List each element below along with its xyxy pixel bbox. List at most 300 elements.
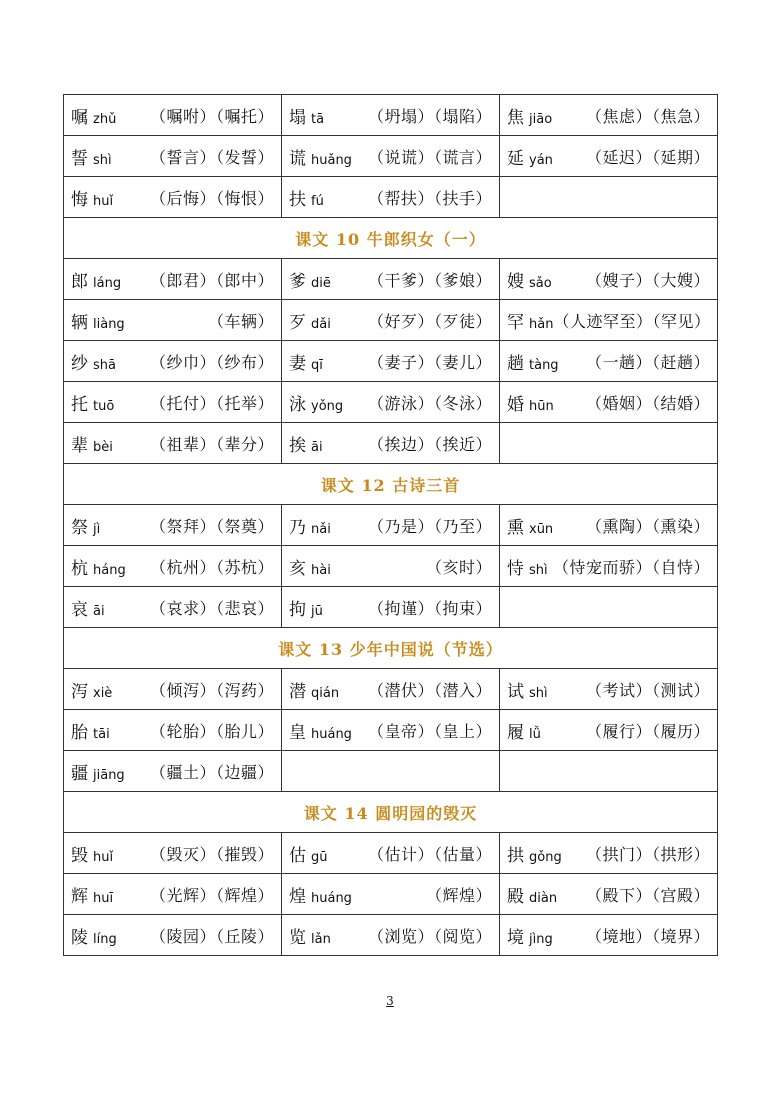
character: 祭 <box>71 517 88 538</box>
vocab-cell <box>282 874 500 915</box>
char-with-pinyin <box>507 882 557 907</box>
character: 皇 <box>289 722 306 743</box>
pinyin: dǎi <box>311 316 331 332</box>
char-with-pinyin <box>289 595 323 620</box>
char-with-pinyin <box>71 103 116 128</box>
character: 焦 <box>507 107 524 128</box>
character: 熏 <box>507 517 524 538</box>
vocab-entry <box>289 308 492 333</box>
pinyin: nǎi <box>311 521 331 537</box>
character: 悔 <box>71 189 88 210</box>
example-words: （估计）（估量） <box>367 844 492 864</box>
vocab-entry <box>71 554 274 579</box>
vocab-entry <box>71 841 274 866</box>
char-with-pinyin <box>289 144 352 169</box>
example-words: （疆土）（边疆） <box>149 762 274 782</box>
character: 拱 <box>507 845 524 866</box>
character: 恃 <box>507 558 524 579</box>
char-with-pinyin <box>507 308 553 333</box>
vocab-entry <box>289 554 492 579</box>
example-words: （坍塌）（塌陷） <box>367 106 492 126</box>
character: 境 <box>507 927 524 948</box>
vocab-entry <box>507 718 710 743</box>
vocab-cell <box>282 710 500 751</box>
vocab-entry <box>71 759 274 784</box>
char-with-pinyin <box>289 103 324 128</box>
character: 辉 <box>71 886 88 907</box>
example-words: （熏陶）（熏染） <box>585 516 710 536</box>
example-words: （殿下）（宫殿） <box>585 885 710 905</box>
vocab-row <box>64 833 718 874</box>
pinyin: shì <box>529 685 548 701</box>
vocab-row <box>64 300 718 341</box>
vocab-entry <box>71 718 274 743</box>
pinyin: xūn <box>529 521 554 537</box>
vocab-entry <box>71 677 274 702</box>
vocab-cell <box>282 300 500 341</box>
vocab-entry <box>507 390 710 415</box>
example-words: （陵园）（丘陵） <box>149 926 274 946</box>
vocab-row <box>64 177 718 218</box>
vocab-row <box>64 423 718 464</box>
vocab-cell <box>64 177 282 218</box>
char-with-pinyin <box>289 554 331 579</box>
vocab-entry <box>507 677 710 702</box>
pinyin: āi <box>311 439 323 455</box>
pinyin: yán <box>529 152 553 168</box>
pinyin: liàng <box>93 316 125 332</box>
character: 扶 <box>289 189 306 210</box>
vocab-entry <box>507 103 710 128</box>
example-words: （拘谨）（拘束） <box>367 598 492 618</box>
pinyin: diàn <box>529 890 558 906</box>
vocab-cell <box>282 587 500 628</box>
example-words: （光辉）（辉煌） <box>149 885 274 905</box>
pinyin: diē <box>311 275 331 291</box>
char-with-pinyin <box>71 595 105 620</box>
char-with-pinyin <box>71 513 100 538</box>
character: 估 <box>289 845 306 866</box>
example-words: （妻子）（妻儿） <box>367 352 492 372</box>
vocab-cell <box>64 136 282 177</box>
vocab-entry <box>507 554 710 579</box>
vocab-entry <box>71 431 274 456</box>
vocab-cell <box>500 874 718 915</box>
char-with-pinyin <box>71 349 116 374</box>
char-with-pinyin <box>71 882 113 907</box>
char-with-pinyin <box>71 267 121 292</box>
vocab-cell <box>282 259 500 300</box>
vocab-cell <box>282 505 500 546</box>
character: 誓 <box>71 148 88 169</box>
pinyin: háng <box>93 562 126 578</box>
character: 胎 <box>71 722 88 743</box>
vocab-cell <box>282 546 500 587</box>
example-words: （车辆） <box>207 311 274 331</box>
vocab-cell <box>500 587 718 628</box>
example-words: （干爹）（爹娘） <box>367 270 492 290</box>
vocab-cell <box>282 136 500 177</box>
char-with-pinyin <box>71 923 117 948</box>
character: 泳 <box>289 394 306 415</box>
vocab-entry <box>71 349 274 374</box>
pinyin: qī <box>311 357 323 373</box>
lesson-title: 课文 13 少年中国说（节选） <box>64 628 718 669</box>
character: 趟 <box>507 353 524 374</box>
vocab-row <box>64 587 718 628</box>
vocab-row <box>64 874 718 915</box>
vocab-row <box>64 382 718 423</box>
vocab-cell <box>64 382 282 423</box>
char-with-pinyin <box>507 144 553 169</box>
char-with-pinyin <box>507 390 554 415</box>
vocab-cell <box>500 669 718 710</box>
char-with-pinyin <box>71 759 125 784</box>
vocab-cell <box>64 669 282 710</box>
lesson-title: 课文 14 圆明园的毁灭 <box>64 792 718 833</box>
vocab-cell <box>64 874 282 915</box>
vocab-entry <box>289 103 492 128</box>
vocab-entry <box>507 349 710 374</box>
vocab-row <box>64 341 718 382</box>
example-words: （延迟）（延期） <box>585 147 710 167</box>
pinyin: hǎn <box>529 316 554 332</box>
pinyin: tāi <box>93 726 110 742</box>
character: 潜 <box>289 681 306 702</box>
pinyin: hūn <box>529 398 554 414</box>
char-with-pinyin <box>507 513 553 538</box>
vocab-entry <box>289 185 492 210</box>
character: 泻 <box>71 681 88 702</box>
character: 殿 <box>507 886 524 907</box>
vocab-cell <box>500 300 718 341</box>
vocab-cell <box>500 915 718 956</box>
char-with-pinyin <box>289 513 331 538</box>
character: 疆 <box>71 763 88 784</box>
example-words: （说谎）（谎言） <box>367 147 492 167</box>
char-with-pinyin <box>289 718 352 743</box>
example-words: （托付）（托举） <box>149 393 274 413</box>
vocab-cell <box>500 382 718 423</box>
vocab-row <box>64 751 718 792</box>
char-with-pinyin <box>289 841 328 866</box>
pinyin: lǚ <box>529 726 541 742</box>
char-with-pinyin <box>507 554 548 579</box>
vocab-cell <box>500 751 718 792</box>
pinyin: xiè <box>93 685 113 701</box>
example-words: （游泳）（冬泳） <box>367 393 492 413</box>
pinyin: shā <box>93 357 116 373</box>
char-with-pinyin <box>71 185 113 210</box>
example-words: （祖辈）（辈分） <box>149 434 274 454</box>
vocab-entry <box>71 185 274 210</box>
char-with-pinyin <box>71 677 112 702</box>
character: 陵 <box>71 927 88 948</box>
vocab-entry <box>71 923 274 948</box>
lesson-header-row <box>64 218 718 259</box>
vocab-entry <box>289 882 492 907</box>
vocabulary-table-body <box>64 95 718 956</box>
character: 履 <box>507 722 524 743</box>
vocab-cell <box>64 710 282 751</box>
pinyin: yǒng <box>311 398 344 414</box>
pinyin: jìng <box>529 931 553 947</box>
vocab-cell <box>64 95 282 136</box>
lesson-title: 课文 12 古诗三首 <box>64 464 718 505</box>
example-words: （辉煌） <box>425 885 492 905</box>
char-with-pinyin <box>289 390 343 415</box>
pinyin: huǐ <box>93 193 114 209</box>
char-with-pinyin <box>71 554 126 579</box>
vocab-entry <box>507 841 710 866</box>
pinyin: hài <box>311 562 331 578</box>
character: 览 <box>289 927 306 948</box>
vocab-entry <box>507 308 710 333</box>
example-words: （人迹罕至）（罕见） <box>553 311 711 331</box>
char-with-pinyin <box>289 267 331 292</box>
pinyin: āi <box>93 603 105 619</box>
vocab-cell <box>500 833 718 874</box>
example-words: （毁灭）（摧毁） <box>149 844 274 864</box>
vocab-cell <box>64 300 282 341</box>
example-words: （一趟）（赶趟） <box>585 352 710 372</box>
example-words: （皇帝）（皇上） <box>367 721 492 741</box>
pinyin: gū <box>311 849 328 865</box>
char-with-pinyin <box>71 390 114 415</box>
character: 婚 <box>507 394 524 415</box>
character: 纱 <box>71 353 88 374</box>
vocab-row <box>64 505 718 546</box>
example-words: （恃宠而骄）（自恃） <box>552 557 710 577</box>
pinyin: sǎo <box>529 275 552 291</box>
character: 拘 <box>289 599 306 620</box>
character: 塌 <box>289 107 306 128</box>
vocab-entry <box>71 595 274 620</box>
vocab-entry <box>289 841 492 866</box>
char-with-pinyin <box>507 349 559 374</box>
example-words: （祭拜）（祭奠） <box>149 516 274 536</box>
character: 乃 <box>289 517 306 538</box>
vocab-entry <box>289 390 492 415</box>
lesson-header-row <box>64 464 718 505</box>
vocab-entry <box>289 677 492 702</box>
char-with-pinyin <box>289 349 323 374</box>
vocab-entry <box>289 349 492 374</box>
example-words: （好歹）（歹徒） <box>367 311 492 331</box>
character: 辆 <box>71 312 88 333</box>
vocab-cell <box>500 136 718 177</box>
vocab-cell <box>64 259 282 300</box>
character: 挨 <box>289 435 306 456</box>
vocab-entry <box>71 144 274 169</box>
char-with-pinyin <box>289 185 324 210</box>
vocab-cell <box>282 423 500 464</box>
vocab-row <box>64 259 718 300</box>
character: 谎 <box>289 148 306 169</box>
example-words: （后悔）（悔恨） <box>149 188 274 208</box>
vocab-cell <box>500 177 718 218</box>
example-words: （嫂子）（大嫂） <box>585 270 710 290</box>
example-words: （潜伏）（潜入） <box>367 680 492 700</box>
vocab-cell <box>64 751 282 792</box>
example-words: （帮扶）（扶手） <box>367 188 492 208</box>
lesson-header-row <box>64 792 718 833</box>
character: 托 <box>71 394 88 415</box>
pinyin: jū <box>311 603 323 619</box>
char-with-pinyin <box>507 677 548 702</box>
character: 延 <box>507 148 524 169</box>
vocab-cell <box>64 546 282 587</box>
char-with-pinyin <box>71 431 113 456</box>
pinyin: zhǔ <box>93 111 117 127</box>
vocab-entry <box>71 308 274 333</box>
vocab-entry <box>289 513 492 538</box>
vocab-cell <box>500 341 718 382</box>
character: 煌 <box>289 886 306 907</box>
character: 嘱 <box>71 107 88 128</box>
char-with-pinyin <box>507 923 553 948</box>
example-words: （履行）（履历） <box>585 721 710 741</box>
pinyin: qián <box>311 685 340 701</box>
example-words: （考试）（测试） <box>585 680 710 700</box>
char-with-pinyin <box>507 841 562 866</box>
character: 哀 <box>71 599 88 620</box>
character: 嫂 <box>507 271 524 292</box>
vocab-cell <box>64 833 282 874</box>
vocab-entry <box>289 718 492 743</box>
vocab-cell <box>64 423 282 464</box>
vocab-row <box>64 546 718 587</box>
pinyin: shì <box>529 562 548 578</box>
vocab-entry <box>289 144 492 169</box>
pinyin: fú <box>311 193 324 209</box>
pinyin: tàng <box>529 357 559 373</box>
vocab-entry <box>71 267 274 292</box>
vocab-cell <box>282 915 500 956</box>
vocab-cell <box>500 505 718 546</box>
vocab-entry <box>507 267 710 292</box>
pinyin: tuō <box>93 398 115 414</box>
pinyin: jiāng <box>93 767 125 783</box>
example-words: （境地）（境界） <box>585 926 710 946</box>
pinyin: huáng <box>311 890 352 906</box>
example-words: （倾泻）（泻药） <box>149 680 274 700</box>
char-with-pinyin <box>71 841 113 866</box>
vocab-cell <box>282 751 500 792</box>
char-with-pinyin <box>289 677 339 702</box>
page-number: 3 <box>386 994 394 1008</box>
pinyin: shì <box>93 152 112 168</box>
char-with-pinyin <box>289 431 323 456</box>
example-words: （杭州）（苏杭） <box>149 557 274 577</box>
lesson-header-row <box>64 628 718 669</box>
vocab-cell <box>64 587 282 628</box>
vocab-entry <box>507 923 710 948</box>
pinyin: huī <box>93 890 114 906</box>
char-with-pinyin <box>507 103 552 128</box>
vocab-cell <box>500 423 718 464</box>
example-words: （乃是）（乃至） <box>367 516 492 536</box>
char-with-pinyin <box>71 718 110 743</box>
pinyin: huáng <box>311 726 352 742</box>
character: 辈 <box>71 435 88 456</box>
vocab-row <box>64 136 718 177</box>
example-words: （焦虑）（焦急） <box>585 106 710 126</box>
example-words: （哀求）（悲哀） <box>149 598 274 618</box>
vocab-cell <box>282 341 500 382</box>
example-words: （浏览）（阅览） <box>367 926 492 946</box>
pinyin: láng <box>93 275 122 291</box>
vocabulary-table <box>63 94 718 956</box>
character: 亥 <box>289 558 306 579</box>
char-with-pinyin <box>71 144 112 169</box>
vocab-cell <box>64 341 282 382</box>
example-words: （誓言）（发誓） <box>149 147 274 167</box>
vocab-cell <box>500 710 718 751</box>
vocab-entry <box>71 103 274 128</box>
vocab-entry <box>507 513 710 538</box>
character: 歹 <box>289 312 306 333</box>
character: 郎 <box>71 271 88 292</box>
character: 试 <box>507 681 524 702</box>
character: 罕 <box>507 312 524 333</box>
vocab-cell <box>282 669 500 710</box>
vocab-entry <box>507 144 710 169</box>
vocab-row <box>64 710 718 751</box>
character: 毁 <box>71 845 88 866</box>
char-with-pinyin <box>71 308 125 333</box>
vocab-cell <box>500 95 718 136</box>
example-words: （挨边）（挨近） <box>367 434 492 454</box>
example-words: （轮胎）（胎儿） <box>149 721 274 741</box>
vocab-cell <box>282 95 500 136</box>
vocab-row <box>64 95 718 136</box>
vocab-entry <box>71 390 274 415</box>
example-words: （嘱咐）（嘱托） <box>149 106 274 126</box>
pinyin: tā <box>311 111 325 127</box>
vocab-entry <box>289 431 492 456</box>
example-words: （郎君）（郎中） <box>149 270 274 290</box>
vocab-cell <box>282 382 500 423</box>
vocab-row <box>64 915 718 956</box>
char-with-pinyin <box>289 923 331 948</box>
vocab-entry <box>71 882 274 907</box>
example-words: （拱门）（拱形） <box>585 844 710 864</box>
example-words: （婚姻）（结婚） <box>585 393 710 413</box>
vocab-cell <box>282 177 500 218</box>
vocab-entry <box>71 513 274 538</box>
lesson-title: 课文 10 牛郎织女（一） <box>64 218 718 259</box>
pinyin: huǐ <box>93 849 114 865</box>
vocab-cell <box>500 259 718 300</box>
pinyin: gǒng <box>529 849 562 865</box>
example-words: （纱巾）（纱布） <box>149 352 274 372</box>
pinyin: bèi <box>93 439 113 455</box>
char-with-pinyin <box>507 718 541 743</box>
vocab-entry <box>289 923 492 948</box>
example-words: （亥时） <box>425 557 492 577</box>
vocab-entry <box>289 595 492 620</box>
character: 爹 <box>289 271 306 292</box>
vocab-entry <box>289 267 492 292</box>
character: 杭 <box>71 558 88 579</box>
char-with-pinyin <box>289 308 331 333</box>
vocab-row <box>64 669 718 710</box>
pinyin: huǎng <box>311 152 352 168</box>
char-with-pinyin <box>507 267 552 292</box>
vocab-cell <box>282 833 500 874</box>
vocab-cell <box>500 546 718 587</box>
